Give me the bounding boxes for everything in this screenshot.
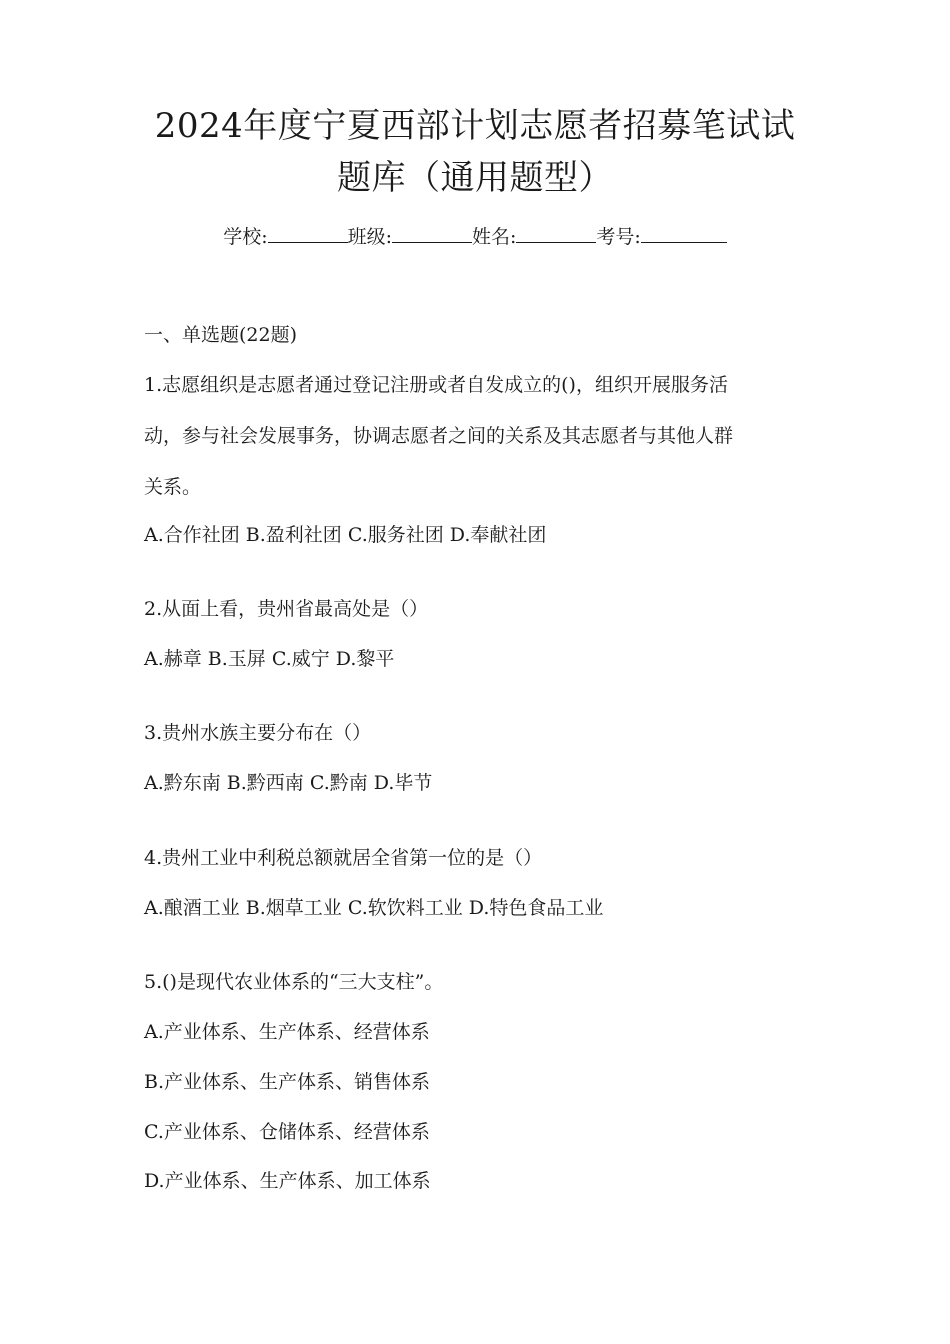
class-blank	[392, 222, 472, 243]
school-label: 学校:	[223, 226, 268, 248]
student-info-row	[0, 222, 950, 252]
number-label: 考号:	[596, 226, 641, 248]
question-1-options: A.合作社团 B.盈利社团 C.服务社团 D.奉献社团	[144, 524, 547, 546]
question-5-option-d: D.产业体系、生产体系、加工体系	[144, 1170, 431, 1192]
question-4-text: 4.贵州工业中利税总额就居全省第一位的是（）	[144, 847, 543, 869]
question-3-text: 3.贵州水族主要分布在（）	[144, 722, 372, 744]
question-1-line-2: 动，参与社会发展事务，协调志愿者之间的关系及其志愿者与其他人群	[144, 425, 734, 447]
question-1-line-3: 关系。	[144, 476, 202, 498]
question-2-options: A.赫章 B.玉屏 C.威宁 D.黎平	[144, 648, 395, 670]
name-blank	[516, 222, 596, 243]
school-blank	[268, 222, 348, 243]
number-blank	[641, 222, 727, 243]
question-5-option-c: C.产业体系、仓储体系、经营体系	[144, 1121, 430, 1143]
question-5-option-a: A.产业体系、生产体系、经营体系	[144, 1021, 430, 1043]
question-1-line-1: 1.志愿组织是志愿者通过登记注册或者自发成立的()，组织开展服务活	[144, 374, 728, 396]
class-label: 班级:	[347, 226, 392, 248]
question-4-options: A.酿酒工业 B.烟草工业 C.软饮料工业 D.特色食品工业	[144, 897, 604, 919]
page-title-line-1: 2024年度宁夏西部计划志愿者招募笔试试	[154, 106, 796, 146]
page-title-line-2: 题库（通用题型）	[337, 158, 613, 198]
question-3-options: A.黔东南 B.黔西南 C.黔南 D.毕节	[144, 772, 433, 794]
section-heading: 一、单选题(22题)	[144, 324, 298, 346]
name-label: 姓名:	[472, 226, 517, 248]
question-2-text: 2.从面上看，贵州省最高处是（）	[144, 598, 429, 620]
question-5-text: 5.()是现代农业体系的“三大支柱”。	[144, 971, 444, 993]
question-5-option-b: B.产业体系、生产体系、销售体系	[144, 1071, 431, 1093]
